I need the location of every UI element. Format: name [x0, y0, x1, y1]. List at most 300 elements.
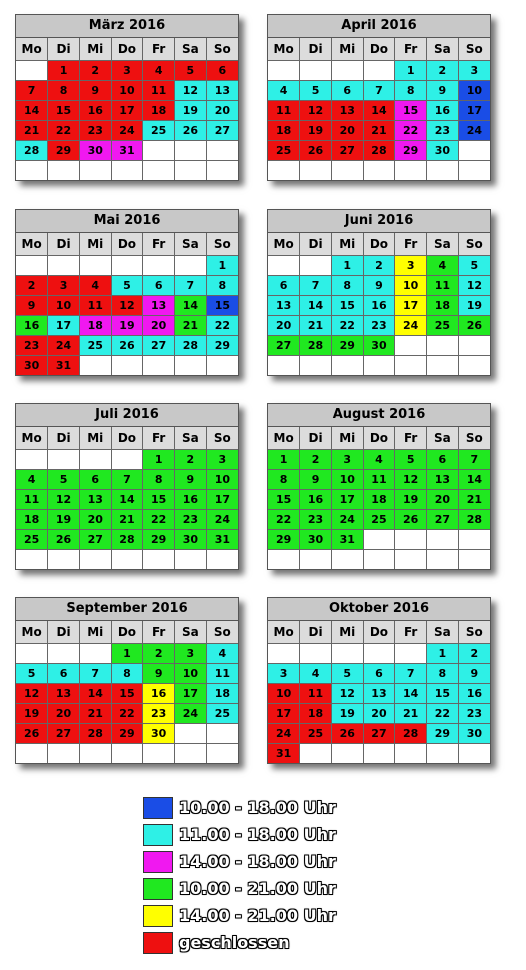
empty-cell	[143, 256, 175, 276]
day-cell: 21	[175, 316, 207, 336]
weekday-header: Sa	[427, 233, 459, 256]
weekday-header: Di	[48, 233, 80, 256]
empty-cell	[427, 744, 459, 764]
day-cell: 26	[48, 530, 80, 550]
day-cell: 20	[206, 101, 238, 121]
month-title: September 2016	[16, 598, 238, 621]
empty-cell	[427, 336, 459, 356]
legend-label: 14.00 - 18.00 Uhr	[179, 852, 336, 871]
empty-cell	[111, 161, 143, 181]
day-cell: 13	[427, 470, 459, 490]
day-cell: 29	[427, 724, 459, 744]
day-cell: 13	[363, 684, 395, 704]
month-calendar	[267, 597, 491, 764]
empty-cell	[300, 256, 332, 276]
day-cell: 9	[175, 470, 207, 490]
legend-item	[143, 875, 336, 902]
day-cell: 6	[206, 61, 238, 81]
day-cell: 4	[300, 664, 332, 684]
day-cell: 22	[331, 316, 363, 336]
day-cell: 30	[79, 141, 111, 161]
day-cell: 5	[395, 450, 427, 470]
empty-cell	[79, 256, 111, 276]
empty-cell	[363, 744, 395, 764]
day-cell: 9	[300, 470, 332, 490]
month-calendar	[15, 597, 239, 764]
empty-cell	[458, 161, 490, 181]
month-day-table	[268, 38, 490, 180]
empty-cell	[268, 356, 300, 376]
empty-cell	[175, 141, 207, 161]
weekday-header: Di	[48, 38, 80, 61]
day-cell: 13	[143, 296, 175, 316]
day-cell: 14	[16, 101, 48, 121]
legend-swatch	[143, 824, 173, 846]
empty-cell	[300, 61, 332, 81]
day-cell: 17	[395, 296, 427, 316]
day-cell: 24	[268, 724, 300, 744]
day-cell: 16	[427, 101, 459, 121]
day-cell: 20	[268, 316, 300, 336]
empty-cell	[79, 644, 111, 664]
day-cell: 16	[175, 490, 207, 510]
day-cell: 23	[363, 316, 395, 336]
weekday-header: Fr	[143, 38, 175, 61]
day-cell: 19	[395, 490, 427, 510]
day-cell: 12	[331, 684, 363, 704]
weekday-header: Do	[111, 233, 143, 256]
empty-cell	[331, 161, 363, 181]
day-cell: 18	[206, 684, 238, 704]
empty-cell	[206, 724, 238, 744]
empty-cell	[16, 550, 48, 570]
legend-label: 11.00 - 18.00 Uhr	[179, 825, 336, 844]
day-cell: 6	[331, 81, 363, 101]
month-title: März 2016	[16, 15, 238, 38]
day-cell: 20	[363, 704, 395, 724]
day-cell: 22	[268, 510, 300, 530]
day-cell: 22	[48, 121, 80, 141]
day-cell: 12	[458, 276, 490, 296]
day-cell: 17	[331, 490, 363, 510]
weekday-header: Di	[300, 233, 332, 256]
day-cell: 25	[427, 316, 459, 336]
month-day-table	[268, 427, 490, 569]
empty-cell	[363, 161, 395, 181]
day-cell: 12	[395, 470, 427, 490]
day-cell: 28	[16, 141, 48, 161]
weekday-header: Mo	[16, 233, 48, 256]
empty-cell	[395, 161, 427, 181]
day-cell: 6	[427, 450, 459, 470]
month-title: Juni 2016	[268, 210, 490, 233]
day-cell: 21	[79, 704, 111, 724]
month-calendar	[267, 209, 491, 376]
legend-item	[143, 902, 336, 929]
weekday-header: Mi	[79, 427, 111, 450]
empty-cell	[268, 161, 300, 181]
empty-cell	[206, 141, 238, 161]
weekday-header: Mo	[268, 621, 300, 644]
empty-cell	[48, 256, 80, 276]
day-cell: 12	[16, 684, 48, 704]
day-cell: 11	[16, 490, 48, 510]
day-cell: 12	[175, 81, 207, 101]
empty-cell	[458, 550, 490, 570]
day-cell: 3	[395, 256, 427, 276]
day-cell: 1	[331, 256, 363, 276]
weekday-header: Mi	[79, 38, 111, 61]
day-cell: 21	[111, 510, 143, 530]
day-cell: 15	[48, 101, 80, 121]
day-cell: 26	[395, 510, 427, 530]
empty-cell	[331, 550, 363, 570]
day-cell: 26	[458, 316, 490, 336]
day-cell: 16	[300, 490, 332, 510]
empty-cell	[79, 161, 111, 181]
day-cell: 21	[458, 490, 490, 510]
legend-label: geschlossen	[179, 933, 290, 952]
day-cell: 8	[427, 664, 459, 684]
day-cell: 29	[331, 336, 363, 356]
month-calendar	[267, 403, 491, 570]
day-cell: 14	[458, 470, 490, 490]
day-cell: 5	[175, 61, 207, 81]
day-cell: 15	[143, 490, 175, 510]
day-cell: 23	[16, 336, 48, 356]
day-cell: 26	[331, 724, 363, 744]
empty-cell	[175, 724, 207, 744]
weekday-header: Mi	[79, 233, 111, 256]
day-cell: 30	[143, 724, 175, 744]
day-cell: 2	[300, 450, 332, 470]
day-cell: 20	[331, 121, 363, 141]
day-cell: 8	[206, 276, 238, 296]
day-cell: 22	[111, 704, 143, 724]
day-cell: 26	[175, 121, 207, 141]
empty-cell	[363, 550, 395, 570]
empty-cell	[206, 744, 238, 764]
empty-cell	[206, 356, 238, 376]
day-cell: 14	[111, 490, 143, 510]
day-cell: 21	[395, 704, 427, 724]
empty-cell	[427, 550, 459, 570]
empty-cell	[111, 450, 143, 470]
month-calendar	[15, 403, 239, 570]
empty-cell	[111, 356, 143, 376]
day-cell: 8	[143, 470, 175, 490]
weekday-header: Mi	[331, 38, 363, 61]
day-cell: 15	[427, 684, 459, 704]
day-cell: 18	[300, 704, 332, 724]
day-cell: 17	[458, 101, 490, 121]
empty-cell	[363, 530, 395, 550]
weekday-header: Mo	[16, 427, 48, 450]
empty-cell	[363, 61, 395, 81]
day-cell: 7	[111, 470, 143, 490]
day-cell: 27	[363, 724, 395, 744]
day-cell: 3	[48, 276, 80, 296]
day-cell: 15	[268, 490, 300, 510]
day-cell: 5	[16, 664, 48, 684]
weekday-header: Do	[363, 427, 395, 450]
day-cell: 19	[458, 296, 490, 316]
day-cell: 22	[427, 704, 459, 724]
day-cell: 27	[331, 141, 363, 161]
day-cell: 13	[79, 490, 111, 510]
weekday-header: Sa	[175, 233, 207, 256]
day-cell: 25	[206, 704, 238, 724]
empty-cell	[111, 256, 143, 276]
day-cell: 20	[427, 490, 459, 510]
day-cell: 30	[300, 530, 332, 550]
day-cell: 25	[363, 510, 395, 530]
day-cell: 27	[48, 724, 80, 744]
day-cell: 1	[48, 61, 80, 81]
day-cell: 23	[79, 121, 111, 141]
day-cell: 30	[175, 530, 207, 550]
month-title: April 2016	[268, 15, 490, 38]
day-cell: 24	[331, 510, 363, 530]
weekday-header: Sa	[427, 38, 459, 61]
day-cell: 11	[427, 276, 459, 296]
month-title: Oktober 2016	[268, 598, 490, 621]
weekday-header: So	[206, 38, 238, 61]
empty-cell	[395, 644, 427, 664]
day-cell: 7	[395, 664, 427, 684]
empty-cell	[143, 744, 175, 764]
day-cell: 4	[143, 61, 175, 81]
empty-cell	[427, 161, 459, 181]
empty-cell	[300, 550, 332, 570]
empty-cell	[458, 141, 490, 161]
day-cell: 29	[143, 530, 175, 550]
empty-cell	[143, 141, 175, 161]
weekday-header: Di	[300, 621, 332, 644]
empty-cell	[458, 356, 490, 376]
day-cell: 11	[268, 101, 300, 121]
empty-cell	[48, 744, 80, 764]
empty-cell	[395, 530, 427, 550]
day-cell: 27	[143, 336, 175, 356]
day-cell: 8	[395, 81, 427, 101]
weekday-header: Sa	[175, 427, 207, 450]
empty-cell	[268, 256, 300, 276]
month-day-table	[16, 38, 238, 180]
month-day-table	[16, 621, 238, 763]
day-cell: 13	[331, 101, 363, 121]
day-cell: 8	[331, 276, 363, 296]
weekday-header: Do	[111, 621, 143, 644]
empty-cell	[175, 256, 207, 276]
day-cell: 27	[206, 121, 238, 141]
weekday-header: Do	[111, 427, 143, 450]
day-cell: 19	[48, 510, 80, 530]
day-cell: 28	[175, 336, 207, 356]
day-cell: 9	[458, 664, 490, 684]
weekday-header: Mo	[268, 38, 300, 61]
day-cell: 19	[331, 704, 363, 724]
weekday-header: Mo	[16, 38, 48, 61]
day-cell: 2	[79, 61, 111, 81]
empty-cell	[111, 550, 143, 570]
day-cell: 19	[175, 101, 207, 121]
day-cell: 6	[363, 664, 395, 684]
day-cell: 9	[363, 276, 395, 296]
empty-cell	[206, 550, 238, 570]
day-cell: 13	[268, 296, 300, 316]
day-cell: 23	[458, 704, 490, 724]
empty-cell	[458, 744, 490, 764]
empty-cell	[175, 161, 207, 181]
day-cell: 14	[175, 296, 207, 316]
day-cell: 29	[111, 724, 143, 744]
weekday-header: So	[206, 427, 238, 450]
day-cell: 25	[143, 121, 175, 141]
day-cell: 16	[363, 296, 395, 316]
day-cell: 3	[111, 61, 143, 81]
day-cell: 28	[458, 510, 490, 530]
day-cell: 12	[111, 296, 143, 316]
weekday-header: Di	[48, 621, 80, 644]
legend	[143, 794, 336, 956]
weekday-header: Fr	[143, 427, 175, 450]
month-calendar	[15, 209, 239, 376]
empty-cell	[143, 161, 175, 181]
day-cell: 27	[268, 336, 300, 356]
empty-cell	[79, 450, 111, 470]
legend-item	[143, 848, 336, 875]
weekday-header: Fr	[395, 621, 427, 644]
day-cell: 18	[143, 101, 175, 121]
day-cell: 10	[111, 81, 143, 101]
day-cell: 29	[206, 336, 238, 356]
month-day-table	[16, 233, 238, 375]
day-cell: 31	[268, 744, 300, 764]
day-cell: 6	[79, 470, 111, 490]
weekday-header: Mi	[79, 621, 111, 644]
empty-cell	[331, 744, 363, 764]
day-cell: 1	[268, 450, 300, 470]
day-cell: 5	[300, 81, 332, 101]
legend-item	[143, 794, 336, 821]
day-cell: 24	[206, 510, 238, 530]
day-cell: 3	[458, 61, 490, 81]
day-cell: 25	[300, 724, 332, 744]
day-cell: 16	[458, 684, 490, 704]
empty-cell	[268, 61, 300, 81]
weekday-header: Mo	[268, 233, 300, 256]
day-cell: 25	[79, 336, 111, 356]
weekday-header: Sa	[175, 38, 207, 61]
day-cell: 3	[331, 450, 363, 470]
day-cell: 7	[79, 664, 111, 684]
empty-cell	[48, 450, 80, 470]
day-cell: 9	[79, 81, 111, 101]
day-cell: 17	[175, 684, 207, 704]
day-cell: 13	[206, 81, 238, 101]
month-calendar	[15, 14, 239, 181]
day-cell: 11	[300, 684, 332, 704]
month-title: Mai 2016	[16, 210, 238, 233]
day-cell: 27	[427, 510, 459, 530]
empty-cell	[175, 356, 207, 376]
day-cell: 2	[143, 644, 175, 664]
day-cell: 7	[363, 81, 395, 101]
day-cell: 22	[395, 121, 427, 141]
day-cell: 3	[206, 450, 238, 470]
legend-label: 10.00 - 21.00 Uhr	[179, 879, 336, 898]
day-cell: 29	[395, 141, 427, 161]
legend-item	[143, 929, 336, 956]
day-cell: 17	[206, 490, 238, 510]
empty-cell	[268, 644, 300, 664]
day-cell: 11	[79, 296, 111, 316]
weekday-header: Do	[363, 621, 395, 644]
day-cell: 3	[175, 644, 207, 664]
empty-cell	[206, 161, 238, 181]
legend-swatch	[143, 878, 173, 900]
day-cell: 30	[16, 356, 48, 376]
day-cell: 28	[395, 724, 427, 744]
weekday-header: Di	[48, 427, 80, 450]
day-cell: 2	[427, 61, 459, 81]
day-cell: 6	[48, 664, 80, 684]
day-cell: 19	[300, 121, 332, 141]
weekday-header: Mi	[331, 621, 363, 644]
day-cell: 1	[143, 450, 175, 470]
day-cell: 7	[300, 276, 332, 296]
empty-cell	[79, 550, 111, 570]
empty-cell	[395, 550, 427, 570]
day-cell: 18	[79, 316, 111, 336]
day-cell: 5	[111, 276, 143, 296]
empty-cell	[48, 644, 80, 664]
day-cell: 17	[268, 704, 300, 724]
empty-cell	[331, 644, 363, 664]
month-title: August 2016	[268, 404, 490, 427]
day-cell: 29	[48, 141, 80, 161]
day-cell: 2	[458, 644, 490, 664]
day-cell: 7	[16, 81, 48, 101]
empty-cell	[363, 644, 395, 664]
day-cell: 24	[175, 704, 207, 724]
month-day-table	[16, 427, 238, 569]
weekday-header: So	[458, 621, 490, 644]
empty-cell	[48, 161, 80, 181]
day-cell: 4	[363, 450, 395, 470]
weekday-header: Mi	[331, 427, 363, 450]
day-cell: 7	[458, 450, 490, 470]
day-cell: 31	[206, 530, 238, 550]
day-cell: 4	[206, 644, 238, 664]
empty-cell	[300, 744, 332, 764]
day-cell: 28	[363, 141, 395, 161]
empty-cell	[427, 530, 459, 550]
day-cell: 18	[363, 490, 395, 510]
weekday-header: So	[206, 233, 238, 256]
legend-label: 14.00 - 21.00 Uhr	[179, 906, 336, 925]
day-cell: 21	[363, 121, 395, 141]
empty-cell	[111, 744, 143, 764]
day-cell: 14	[395, 684, 427, 704]
day-cell: 28	[111, 530, 143, 550]
weekday-header: Sa	[175, 621, 207, 644]
day-cell: 10	[395, 276, 427, 296]
day-cell: 14	[79, 684, 111, 704]
empty-cell	[300, 161, 332, 181]
day-cell: 15	[111, 684, 143, 704]
